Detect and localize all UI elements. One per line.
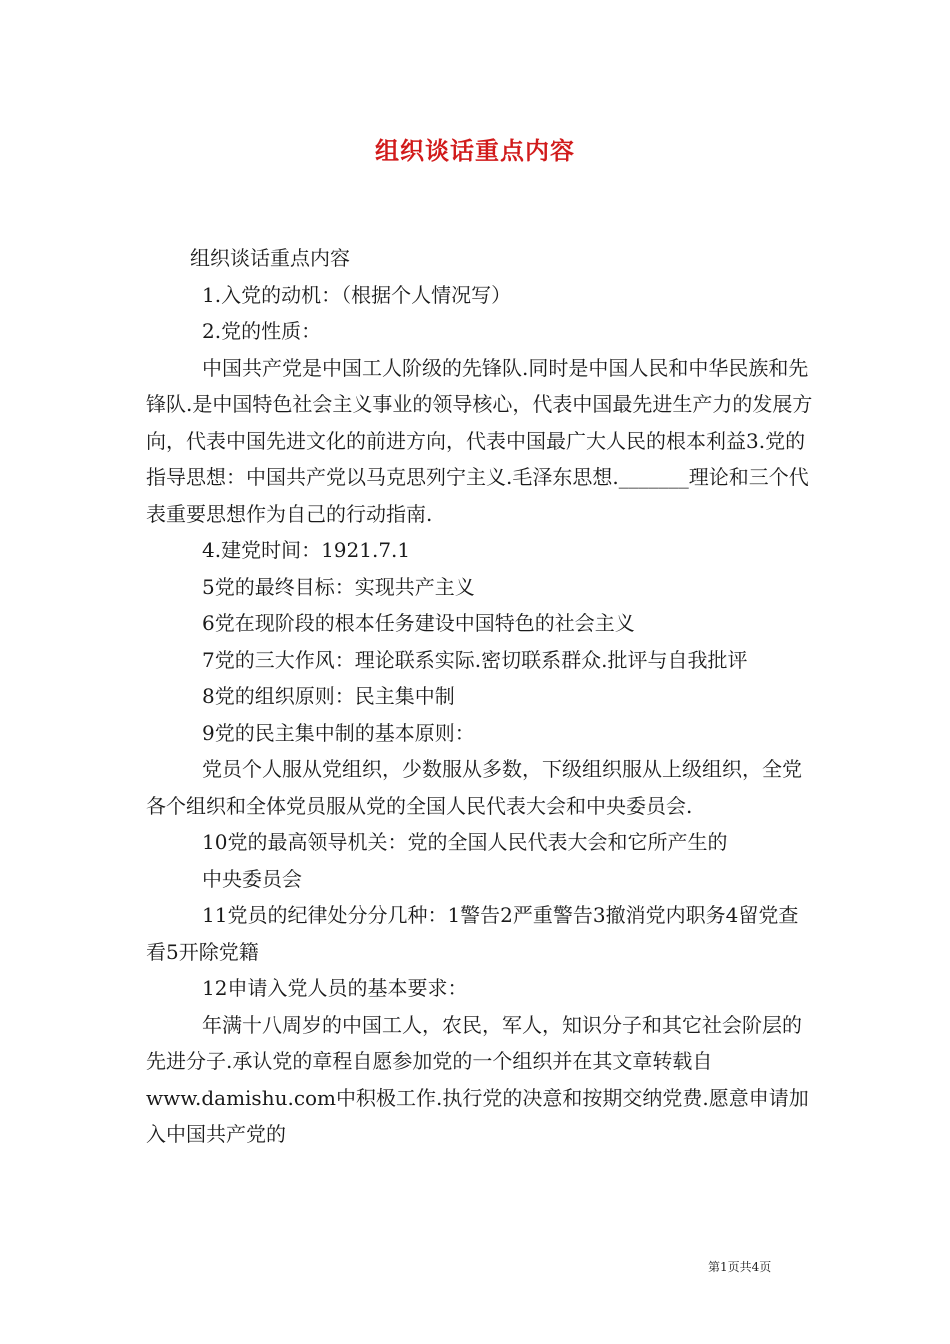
paragraph-item-10: 10党的最高领导机关：党的全国人民代表大会和它所产生的 (202, 830, 728, 854)
paragraph-heading: 组织谈话重点内容 (190, 246, 350, 270)
paragraph-requirements: 年满十八周岁的中国工人，农民，军人，知识分子和其它社会阶层的先进分子.承认党的章程自愿参加党的一个组织并在其文章转载自www.damishu.com中积极工作.执行党的决意和按期交纳党费.愿意申请加入中国共产党的 (146, 1012, 809, 1146)
paragraph-item-5: 5党的最终目标：实现共产主义 (202, 574, 475, 599)
paragraph-item-10-cont: 中央委员会 (202, 866, 302, 891)
paragraph-item-8: 8党的组织原则：民主集中制 (202, 684, 455, 708)
paragraph-item-9: 9党的民主集中制的基本原则： (202, 720, 475, 745)
paragraph-item-1: 1.入党的动机：（根据个人情况写） (202, 282, 512, 307)
paragraph-item-2: 2.党的性质： (202, 319, 322, 343)
page-number: 第1页共4页 (708, 1260, 772, 1274)
paragraph-item-11: 11党员的纪律处分分几种：1警告2严重警告3撤消党内职务4留党查看5开除党籍 (146, 903, 799, 964)
document-title: 组织谈话重点内容 (375, 136, 575, 165)
paragraph-item-4: 4.建党时间：1921.7.1 (202, 538, 411, 562)
paragraph-item-6: 6党在现阶段的根本任务建设中国特色的社会主义 (202, 611, 635, 635)
paragraph-democratic-centralism: 党员个人服从党组织，少数服从多数，下级组织服从上级组织，全党各个组织和全体党员服从党的全国人民代表大会和中央委员会. (146, 757, 802, 818)
document-body (146, 240, 816, 1153)
paragraph-item-12: 12申请入党人员的基本要求： (202, 976, 468, 1000)
paragraph-party-nature: 中国共产党是中国工人阶级的先锋队.同时是中国人民和中华民族和先锋队.是中国特色社会主义事业的领导核心，代表中国最先进生产力的发展方向，代表中国先进文化的前进方向，代表中国最广大人民的根本利益3.党的指导思想：中国共产党以马克思列宁主义.毛泽东思想._______理论和三个代表重要思想作为自己的行动指南. (146, 355, 813, 526)
paragraph-item-7: 7党的三大作风：理论联系实际.密切联系群众.批评与自我批评 (202, 647, 748, 672)
